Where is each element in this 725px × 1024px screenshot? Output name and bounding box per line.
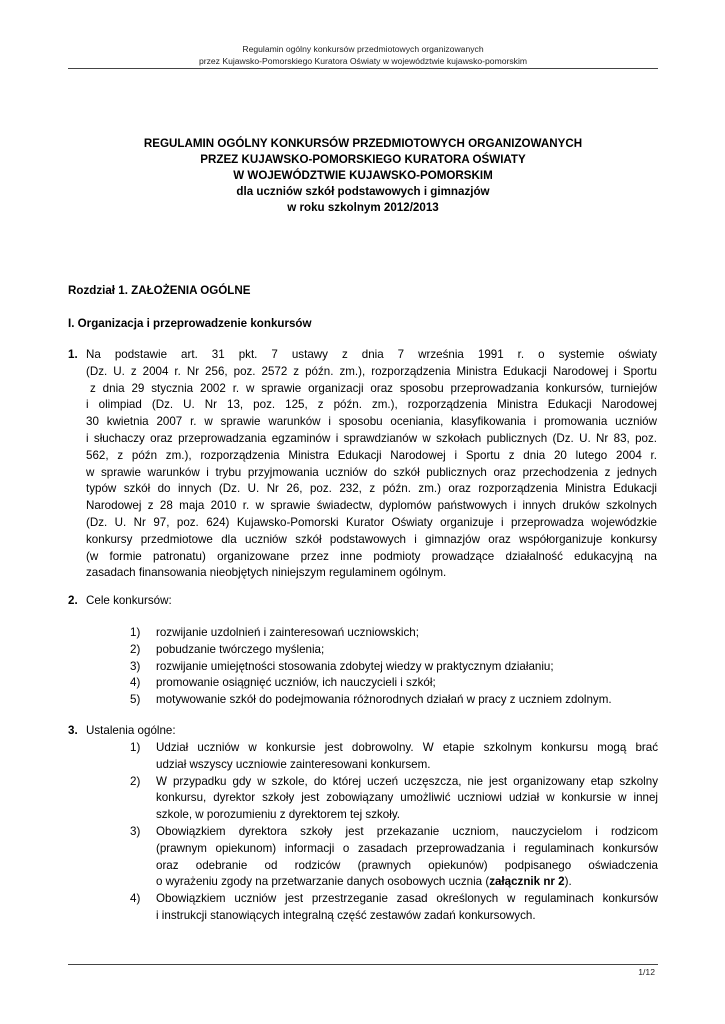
title-line: REGULAMIN OGÓLNY KONKURSÓW PRZEDMIOTOWYCH ORGANIZOWANYCH <box>143 137 583 150</box>
paragraph-line: 30 kwietnia 2007 r. w sprawie warunków i sposobu oceniania, klasyfikowania i promowania uczniów <box>86 415 657 429</box>
document-title <box>68 136 658 216</box>
paragraph-line: (w formie patronatu) organizowane przez inne podmioty prowadzące działalność edukacyjną na <box>86 549 657 563</box>
title-line: W WOJEWÓDZTWIE KUJAWSKO-POMORSKIM <box>233 169 493 182</box>
header-line: Regulamin ogólny konkursów przedmiotowych organizowanych <box>242 44 484 54</box>
list-item-line: (prawnym opiekunom) informacji o zasadach przeprowadzania i regulaminach konkursów <box>156 841 658 855</box>
list-item <box>130 625 658 642</box>
list-item-number: 4) <box>130 676 141 690</box>
list-item-text: pobudzanie twórczego myślenia; <box>156 642 325 656</box>
section1-paragraph <box>86 347 657 582</box>
list-item-line: Obowiązkiem dyrektora szkoły jest przekazanie uczniom, nauczycielom i rodzicom <box>156 824 658 838</box>
line-text: ). <box>564 875 572 889</box>
list-item-number: 1) <box>130 626 141 639</box>
list-item-number: 3) <box>130 659 141 673</box>
page-number: 1/12 <box>638 967 655 977</box>
list-item-line: i instrukcji stanowiących integralną część zestawów zadań konkursowych. <box>156 908 536 922</box>
paragraph-line: zasadach finansowania nieobjętych niniejszym regulaminem ogólnym. <box>86 566 447 580</box>
header-line: przez Kujawsko-Pomorskiego Kuratora Oświaty w województwie kujawsko-pomorskim <box>198 56 528 66</box>
list-item-line: W przypadku gdy w szkole, do której uczeń uczęszcza, nie jest organizowany etap szkolny <box>156 774 658 788</box>
section-number: 1. <box>68 348 78 361</box>
list-item-number: 3) <box>130 824 141 838</box>
list-item-line: oraz odebranie od rodziców (prawnych opiekunów) podpisanego oświadczenia <box>156 858 658 872</box>
subchapter-heading: I. Organizacja i przeprowadzenie konkursów <box>68 317 312 330</box>
chapter-heading: Rozdział 1. ZAŁOŻENIA OGÓLNE <box>68 284 251 297</box>
list-item-line <box>156 874 658 891</box>
list-item <box>130 824 658 891</box>
list-item-number: 4) <box>130 892 141 906</box>
paragraph-line: (Dz. U. z 2004 r. Nr 256, poz. 2572 z późn. zm.), rozporządzenia Ministra Edukacji Narodowej i Sportu <box>86 364 657 378</box>
goals-list <box>130 625 658 709</box>
list-item <box>130 774 658 824</box>
title-line: dla uczniów szkół podstawowych i gimnazjów <box>236 185 490 198</box>
list-item-text: rozwijanie umiejętności stosowania zdobytej wiedzy w praktycznym działaniu; <box>156 659 554 673</box>
list-item <box>130 740 658 774</box>
paragraph-line: (Dz. U. Nr 97, poz. 624) Kujawsko-Pomorski Kurator Oświaty organizuje i przeprowadza wojewódzkie <box>86 515 657 529</box>
section3-label: Ustalenia ogólne: <box>86 724 176 737</box>
title-line: w roku szkolnym 2012/2013 <box>287 201 439 214</box>
list-item-line: konkursu, dyrektor szkoły jest zobowiązany umożliwić uczniowi udział w konkursie w innej <box>156 791 658 805</box>
list-item-line: szkole, w porozumieniu z dyrektorem tej szkoły. <box>156 808 400 822</box>
paragraph-line: 562, z późn zm.), rozporządzenia Ministra Edukacji Narodowej i Sportu z dnia 20 lutego 2004 r. <box>86 448 657 462</box>
section-number: 2. <box>68 594 78 607</box>
list-item-line: Obowiązkiem uczniów jest przestrzeganie zasad określonych w regulaminach konkursów <box>156 892 658 906</box>
section-number: 3. <box>68 724 78 737</box>
list-item <box>130 891 658 925</box>
title-line: PRZEZ KUJAWSKO-POMORSKIEGO KURATORA OŚWIATY <box>200 153 526 166</box>
footer-divider <box>68 964 658 965</box>
list-item <box>130 659 658 676</box>
paragraph-line: Narodowej z 28 maja 2010 r. w sprawie świadectw, dyplomów państwowych i innych druków szkolnych <box>86 499 657 513</box>
paragraph-line: i słuchaczy oraz przeprowadzania egzaminów i sprawdzianów w szkołach publicznych (Dz. U. Nr 83, poz. <box>86 431 657 445</box>
list-item-number: 1) <box>130 741 141 754</box>
page-header <box>68 43 658 67</box>
paragraph-line: i olimpiad (Dz. U. Nr 13, poz. 125, z późn. zm.), rozporządzenia Ministra Edukacji Narodowej <box>86 398 657 412</box>
list-item-line: Udział uczniów w konkursie jest dobrowolny. W etapie szkolnym konkursu mogą brać <box>156 741 658 754</box>
paragraph-line: z dnia 29 stycznia 2002 r. w sprawie organizacji oraz sposobu przeprowadzania konkursów, turniejów <box>90 381 657 395</box>
section2-label: Cele konkursów: <box>86 594 172 607</box>
list-item-line: udział wszyscy uczniowie zainteresowani konkursem. <box>156 757 431 771</box>
list-item-text: promowanie osiągnięć uczniów, ich nauczycieli i szkół; <box>156 676 436 690</box>
header-divider <box>68 68 658 69</box>
paragraph-line: Na podstawie art. 31 pkt. 7 ustawy z dnia 7 września 1991 r. o systemie oświaty <box>86 348 657 361</box>
list-item-text: rozwijanie uzdolnień i zainteresowań uczniowskich; <box>156 626 419 639</box>
list-item-number: 5) <box>130 693 141 707</box>
list-item-number: 2) <box>130 642 141 656</box>
list-item <box>130 642 658 659</box>
paragraph-line: typów szkół do innych (Dz. U. Nr 26, poz. 232, z późn. zm.) oraz rozporządzenia Ministra Edukacji <box>86 482 657 496</box>
list-item-text: motywowanie szkół do podejmowania różnorodnych działań w pracy z uczniem zdolnym. <box>156 693 612 707</box>
list-item <box>130 692 658 709</box>
paragraph-line: konkursy przedmiotowe dla uczniów szkół podstawowych i gimnazjów oraz współorganizuje konkursy <box>86 532 657 546</box>
paragraph-line: w sprawie warunków i trybu przyjmowania uczniów do szkół publicznych oraz przechodzenia z jednych <box>86 465 657 479</box>
list-item-number: 2) <box>130 774 141 788</box>
rules-list <box>130 740 658 925</box>
list-item <box>130 675 658 692</box>
line-text: o wyrażeniu zgody na przetwarzanie danych osobowych ucznia ( <box>156 875 490 889</box>
attachment-reference: załącznik nr 2 <box>489 875 565 889</box>
